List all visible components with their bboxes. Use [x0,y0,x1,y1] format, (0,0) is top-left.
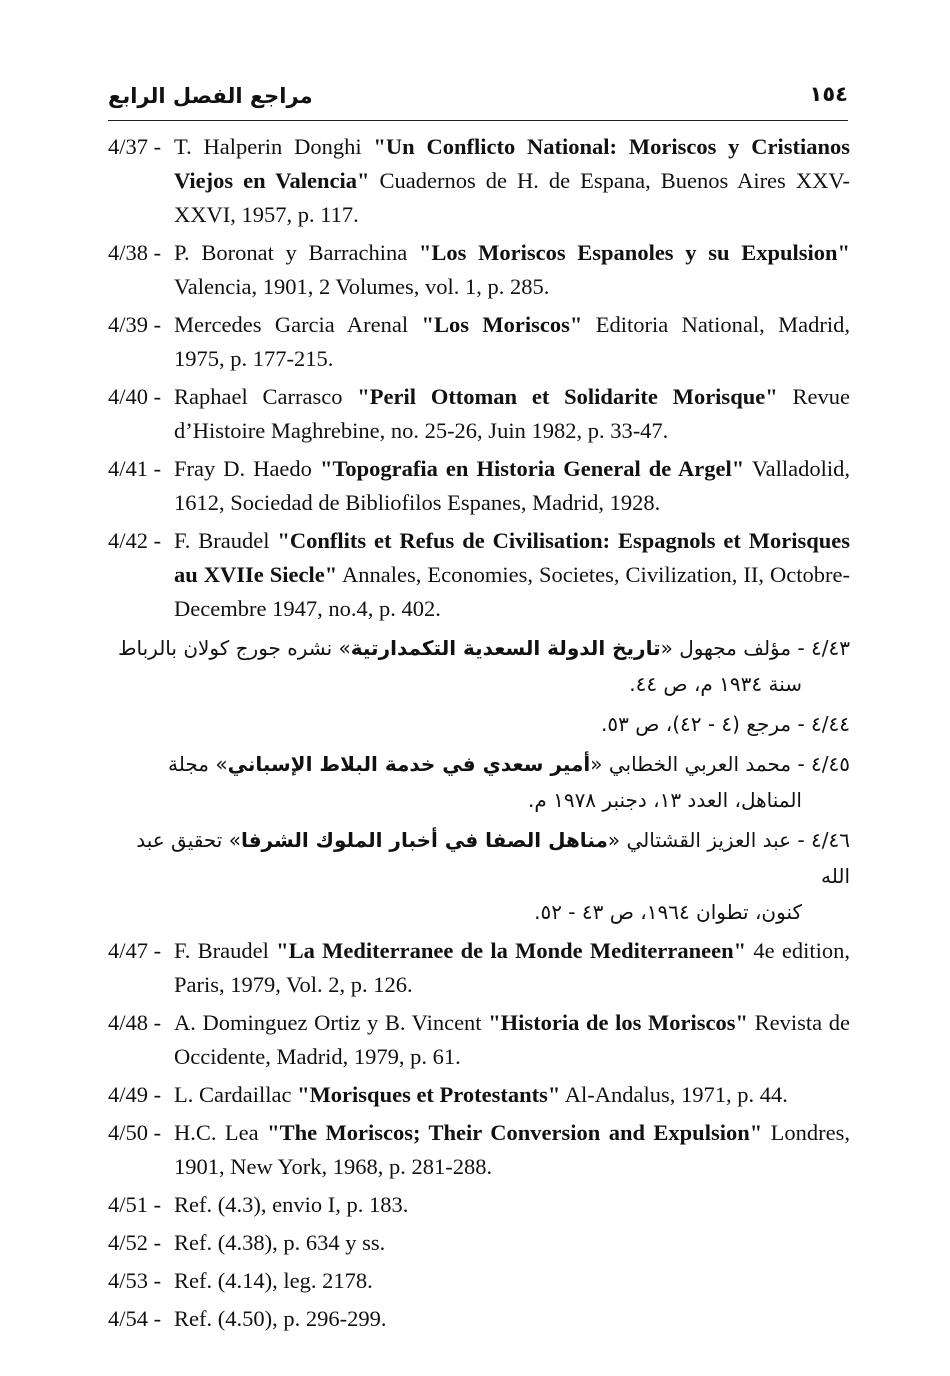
reference-author: F. Braudel [174,528,278,553]
reference-text: Ref. (4.14), leg. 2178. [174,1268,373,1293]
reference-title: "Los Moriscos" [421,312,583,337]
reference-number: ٤/٤٦ - [791,828,850,852]
reference-item [108,308,850,376]
reference-details: Cuadernos de H. de Espana, Buenos Aires XXV-XXVI, 1957, p. 117. [174,168,850,227]
reference-author: عبد العزيز القشتالي « [607,828,792,852]
reference-author: A. Dominguez Ortiz y B. Vincent [174,1010,489,1035]
reference-title: "Morisques et Protestants" [297,1082,561,1107]
page-header [108,80,848,121]
reference-title: مناهل الصفا في أخبار الملوك الشرفا [240,828,608,852]
reference-number: 4/39 - [108,312,162,337]
reference-details: Annales, Economies, Societes, Civilization, II, Octobre-Decembre 1947, no.4, p. 402. [174,562,850,621]
reference-item [108,1188,850,1222]
reference-item [108,1116,850,1184]
reference-title: أمير سعدي في خدمة البلاط الإسباني [227,752,591,776]
reference-item [108,380,850,448]
arabic-reference-item [108,630,850,702]
reference-number: 4/54 - [108,1306,162,1331]
reference-author: محمد العربي الخطابي « [590,752,792,776]
reference-text: Ref. (4.38), p. 634 y ss. [174,1230,386,1255]
reference-number: 4/52 - [108,1230,162,1255]
reference-details: Al-Andalus, 1971, p. 44. [560,1082,788,1107]
reference-details: Londres, 1901, New York, 1968, p. 281-288. [174,1120,851,1179]
reference-number: 4/40 - [108,384,162,409]
reference-author: Raphael Carrasco [174,384,358,409]
reference-author: F. Braudel [174,938,277,963]
reference-details: Valladolid, 1612, Sociedad de Bibliofilos Espanes, Madrid, 1928. [174,456,851,515]
reference-item [108,1078,850,1112]
reference-item [108,524,850,626]
reference-title: "Los Moriscos Espanoles y su Expulsion" [418,240,850,265]
reference-number: 4/50 - [108,1120,162,1145]
reference-number: 4/49 - [108,1082,162,1107]
reference-author: L. Cardaillac [174,1082,298,1107]
reference-author: مؤلف مجهول « [660,636,792,660]
reference-title: "La Mediterranee de la Monde Mediterraneen" [276,938,747,963]
reference-item [108,236,850,304]
reference-author: H.C. Lea [174,1120,268,1145]
reference-number: 4/41 - [108,456,162,481]
reference-item [108,1226,850,1260]
reference-author: مرجع (٤ - ٤٢)، ص ٥٣. [601,712,792,736]
reference-continuation: سنة ١٩٣٤ م، ص ٤٤. [629,672,802,696]
arabic-reference-item [108,822,850,930]
reference-number: 4/38 - [108,240,162,265]
reference-author: Fray D. Haedo [174,456,320,481]
reference-title: "Un Conflicto National: Moriscos y Cristianos Viejos en Valencia" [174,134,850,193]
reference-author: P. Boronat y Barrachina [174,240,419,265]
reference-author: Mercedes Garcia Arenal [174,312,422,337]
reference-number: 4/51 - [108,1192,162,1217]
reference-number: ٤/٤٣ - [791,636,850,660]
reference-details: » نشره جورج كولان بالرباط [118,636,351,660]
reference-title: "Conflits et Refus de Civilisation: Espagnols et Morisques au XVIIe Siecle" [174,528,851,587]
reference-number: 4/42 - [108,528,162,553]
reference-number: ٤/٤٥ - [791,752,850,776]
reference-title: "The Moriscos; Their Conversion and Expulsion" [267,1120,763,1145]
page-number: ١٥٤ [809,82,848,106]
chapter-title: مراجع الفصل الرابع [108,84,313,108]
reference-text: Ref. (4.50), p. 296-299. [174,1306,387,1331]
arabic-reference-item [108,746,850,818]
references-list [108,130,850,1340]
reference-details: Editoria National, Madrid, 1975, p. 177-215. [174,312,850,371]
reference-title: تاريخ الدولة السعدية التكمدارتية [350,636,661,660]
reference-number: 4/37 - [108,134,162,159]
reference-continuation: كنون، تطوان ١٩٦٤، ص ٤٣ - ٥٢. [534,900,802,924]
reference-item [108,934,850,1002]
reference-details: Valencia, 1901, 2 Volumes, vol. 1, p. 285. [174,274,550,299]
reference-title: "Topografia en Historia General de Argel" [319,456,745,481]
arabic-reference-item [108,706,850,742]
reference-title: "Historia de los Moriscos" [488,1010,749,1035]
reference-item [108,130,850,232]
reference-continuation: المناهل، العدد ١٣، دجنبر ١٩٧٨ م. [527,788,802,812]
reference-details: » تحقيق عبد الله [136,828,850,888]
reference-number: 4/47 - [108,938,162,963]
reference-item [108,1302,850,1336]
reference-item [108,1264,850,1298]
reference-number: 4/53 - [108,1268,162,1293]
reference-number: 4/48 - [108,1010,162,1035]
reference-item [108,1006,850,1074]
reference-details: » مجلة [168,752,228,776]
reference-details: 4e edition, Paris, 1979, Vol. 2, p. 126. [174,938,851,997]
reference-author: T. Halperin Donghi [174,134,374,159]
reference-text: Ref. (4.3), envio I, p. 183. [174,1192,409,1217]
reference-title: "Peril Ottoman et Solidarite Morisque" [357,384,778,409]
reference-item [108,452,850,520]
reference-number: ٤/٤٤ - [791,712,850,736]
reference-details: Revue d’Histoire Maghrebine, no. 25-26, Juin 1982, p. 33-47. [174,384,850,443]
reference-details: Revista de Occidente, Madrid, 1979, p. 61. [174,1010,850,1069]
